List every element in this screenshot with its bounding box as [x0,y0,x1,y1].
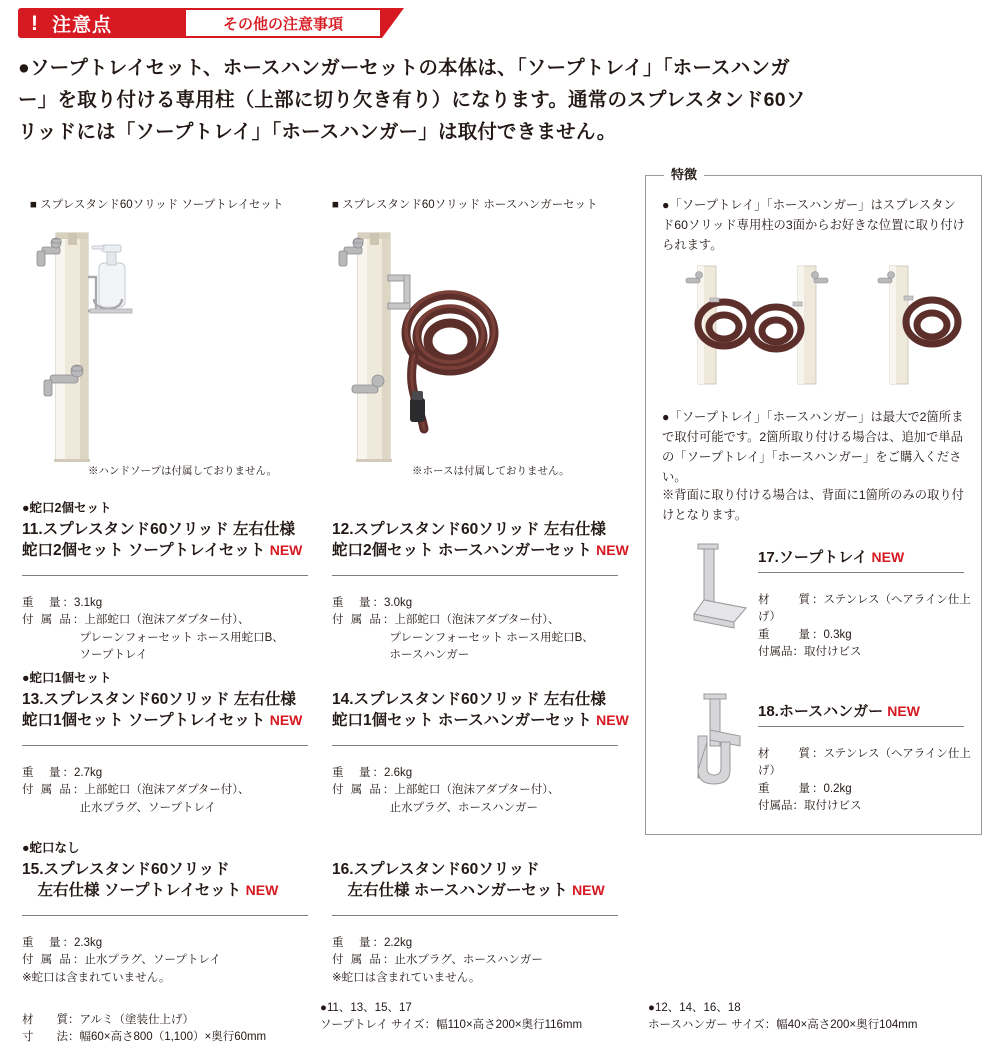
footer-material-value: アルミ（塗装仕上げ） [79,1014,195,1026]
feature-item-number-17: 17. [758,549,779,566]
weight-value-14: 2.6kg [384,767,413,779]
footer-hanger-size: ホースハンガー サイズ：幅40×高さ200×奥行104mm [648,1019,918,1032]
product-note-15: ※蛇口は含まれていません。 [22,971,171,984]
product-title-line1-16: スプレスタンド60ソリッド [353,861,540,878]
weight-value-17: 0.3kg [823,628,852,641]
notice-header [18,8,438,40]
divider-17 [758,572,964,573]
product-title-13 [22,690,312,732]
feature-text-3: ※背面に取り付ける場合は、背面に1箇所のみの取り付けとなります。 [662,488,964,522]
left-column-caption: ■ スプレスタンド60ソリッド ソープトレイセット [30,199,284,211]
product-title-line2-16: 左右仕様 ホースハンガーセット [347,881,568,899]
feature-item-number-18: 18. [758,703,779,720]
new-badge-17: NEW [871,549,905,565]
new-badge-16: NEW [572,881,605,898]
feature-item-title-17 [758,546,904,567]
weight-label-14: 重 量 [332,767,373,779]
weight-label-17: 重 量 [758,628,812,641]
weight-label-15: 重 量 [22,937,63,949]
footer-hanger-title: ●12、14、16、18 [648,1002,741,1014]
product-title-line2-15: 左右仕様 ソープトレイセット [37,881,242,899]
group-label-2-faucets: ●蛇口2個セット [22,501,112,515]
footer-size-value: 幅60×高さ800（1,100）×奥行60mm [79,1031,267,1044]
parts-value-17: 取付けビス [804,645,862,658]
notice-header-title: 注意点 [52,14,113,36]
mid-column-caption: ■ スプレスタンド60ソリッド ホースハンガーセット [332,199,598,211]
product-title-line1-12: スプレスタンド60ソリッド 左右仕様 [353,521,606,538]
hose-hanger-stand-image [332,215,592,465]
notice-header-red-block [18,8,186,38]
weight-value-11: 3.1kg [74,597,103,609]
parts-label-11: 付 属 品 [22,614,73,627]
soap-tray-stand-image [30,215,270,465]
group-label-1-faucet: ●蛇口1個セット [22,671,112,685]
product-note-16: ※蛇口は含まれていません。 [332,971,481,984]
product-spec-11: 重 量：3.1kg 付 属 品：上部蛇口（泡沫アダプター付）、 プレーンフォーセット ホース用蛇口B、 ソープトレイ [22,597,284,661]
divider-11 [22,575,308,576]
material-value-18: ステンレス（ヘアライン仕上げ） [758,748,971,778]
footer-hose-hanger-spec [648,1000,978,1035]
feature-box-legend: 特徴 [664,164,704,183]
product-number-11: 11. [22,521,43,538]
product-title-11 [22,520,312,562]
weight-value-16: 2.2kg [384,937,413,949]
product-number-15: 15. [22,861,44,878]
material-label-17: 材 質 [758,594,812,606]
divider-18 [758,726,964,727]
product-title-line2-12: 蛇口2個セット ホースハンガーセット [332,541,592,559]
product-spec-13: 重 量：2.7kg 付 属 品：上部蛇口（泡沫アダプター付）、 止水プラグ、ソープトレイ [22,767,250,814]
product-title-line2-11: 蛇口2個セット ソープトレイセット [22,541,266,559]
product-number-16: 16. [332,861,354,878]
feature-text-1: ●「ソープトレイ」「ホースハンガー」はスプレスタンド60ソリッド専用柱の3面からお好きな位置に取り付けられます。 [662,198,965,252]
product-title-14 [332,690,632,732]
product-title-line1-15: スプレスタンド60ソリッド [43,861,230,878]
parts-value-18: 取付けビス [804,799,862,812]
new-badge-15: NEW [245,881,279,898]
feature-item-spec-17: 材 質：ステンレス（ヘアライン仕上げ） 重 量：0.3kg 付属品：取付けビス [758,594,971,658]
material-value-17: ステンレス（ヘアライン仕上げ） [758,594,971,624]
intro-paragraph: ●ソープトレイセット、ホースハンガーセットの本体は、「ソープトレイ」「ホースハンガー」を取り付ける専用柱（上部に切り欠き有り）になります。通常のスプレスタンド60ソリッドには「ソープトレイ」「ホースハンガー」は取付できません。 [18,57,806,144]
product-spec-14: 重 量：2.6kg 付 属 品：上部蛇口（泡沫アダプター付）、 止水プラグ、ホースハンガー [332,767,560,814]
footer-size-label: 寸 法 [22,1031,68,1044]
notice-header-subtitle: その他の注意事項 [222,15,343,33]
hose-hanger-part-image [676,690,762,796]
footer-soap-tray-title: ●11、13、15、17 [320,1002,412,1014]
product-title-15 [22,860,312,902]
parts-label-16: 付 属 品 [332,954,383,967]
divider-12 [332,575,618,576]
feature-item-name-18: ホースハンガー [778,703,884,720]
weight-label-18: 重 量 [758,782,812,795]
divider-13 [22,745,308,746]
footer-material-spec: 材 質：アルミ（塗装仕上げ） 寸 法：幅60×高さ800（1,100）×奥行60mm [22,1014,267,1044]
product-number-14: 14. [332,691,354,708]
feature-item-title-18 [758,700,920,721]
new-badge-13: NEW [269,711,303,728]
soap-tray-part-image [676,538,762,638]
product-spec-12: 重 量：3.0kg 付 属 品：上部蛇口（泡沫アダプター付）、 プレーンフォーセット ホース用蛇口B、 ホースハンガー [332,597,594,661]
weight-value-18: 0.2kg [823,782,852,795]
footer-soap-tray-size: ソープトレイ サイズ：幅110×高さ200×奥行116mm [320,1019,583,1032]
product-spec-15: 重 量：2.3kg 付 属 品：止水プラグ、ソープトレイ ※蛇口は含まれていません。 [22,937,221,984]
parts-label-12: 付 属 品 [332,614,383,627]
weight-label-16: 重 量 [332,937,373,949]
product-number-13: 13. [22,691,44,708]
exclamation-icon: ! [31,11,38,35]
divider-15 [22,915,308,916]
parts-value-15: 止水プラグ、ソープトレイ [84,954,221,967]
weight-value-12: 3.0kg [384,597,413,609]
feature-item-spec-18: 材 質：ステンレス（ヘアライン仕上げ） 重 量：0.2kg 付属品：取付けビス [758,748,971,812]
divider-14 [332,745,618,746]
parts-label-14: 付 属 品 [332,784,383,797]
parts-value-16: 止水プラグ、ホースハンガー [394,954,543,967]
parts-label-17: 付属品 [758,645,793,658]
weight-value-13: 2.7kg [74,767,103,779]
weight-label-13: 重 量 [22,767,63,779]
new-badge-18: NEW [887,703,920,719]
weight-label-12: 重 量 [332,597,373,609]
left-image-note: ※ハンドソープは付属しておりません。 [88,465,278,477]
product-title-16 [332,860,632,902]
product-title-line1-14: スプレスタンド60ソリッド 左右仕様 [353,691,606,708]
footer-soap-tray-spec [320,1000,620,1035]
product-title-line2-13: 蛇口1個セット ソープトレイセット [22,711,266,729]
mid-image-note: ※ホースは付属しておりません。 [412,465,570,477]
feature-text-2: ●「ソープトレイ」「ホースハンガー」は最大で2箇所まで取付可能です。2箇所取り付ける場合は、追加で単品の「ソープトレイ」「ホースハンガー」をご購入ください。 [662,410,964,484]
product-title-line1-13: スプレスタンド60ソリッド 左右仕様 [43,691,296,708]
product-title-line2-14: 蛇口1個セット ホースハンガーセット [332,711,592,729]
parts-label-15: 付 属 品 [22,954,73,967]
feature-item-name-17: ソープトレイ [778,549,868,566]
notice-header-arrow [382,8,404,38]
new-badge-11: NEW [269,541,303,558]
material-label-18: 材 質 [758,748,812,760]
footer-material-label: 材 質 [22,1014,68,1026]
parts-label-18: 付属品 [758,799,793,812]
feature-mount-position-images [662,262,968,390]
product-number-12: 12. [332,521,354,538]
divider-16 [332,915,618,916]
product-title-12 [332,520,632,562]
group-label-no-faucet: ●蛇口なし [22,841,80,855]
weight-label-11: 重 量 [22,597,63,609]
weight-value-15: 2.3kg [74,937,103,949]
new-badge-12: NEW [596,541,629,558]
new-badge-14: NEW [596,711,629,728]
product-spec-16: 重 量：2.2kg 付 属 品：止水プラグ、ホースハンガー ※蛇口は含まれていません。 [332,937,543,984]
product-title-line1-11: スプレスタンド60ソリッド 左右仕様 [42,521,296,538]
parts-label-13: 付 属 品 [22,784,73,797]
notice-header-subtitle-box [186,8,382,38]
